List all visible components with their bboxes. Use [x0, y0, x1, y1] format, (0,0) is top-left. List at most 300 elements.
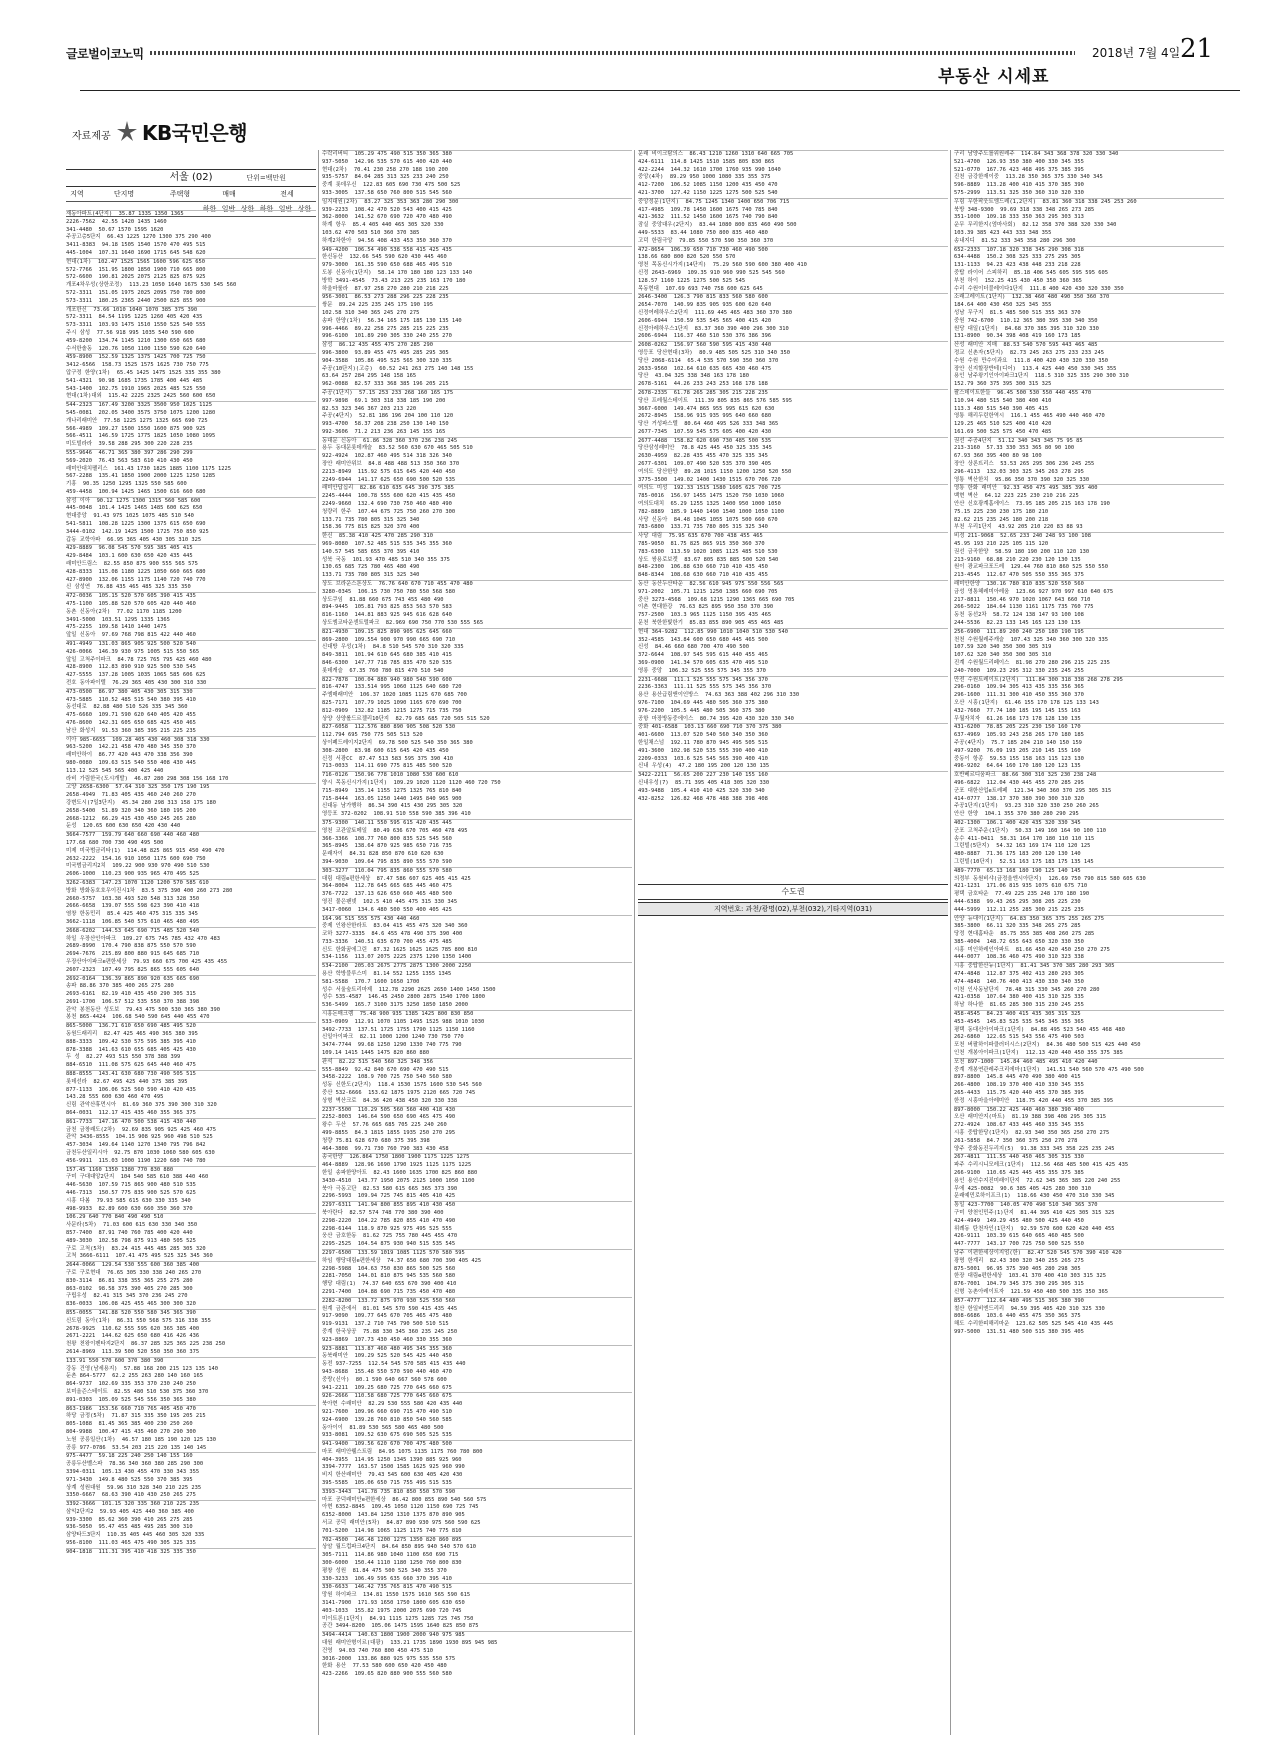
table-row: 중계 한국상공 75.88 330 345 360 235 245 250: [322, 1328, 458, 1335]
table-row: 861-7733 147.16 470 500 538 415 430 440: [66, 1118, 316, 1127]
table-row: 동전 937-7255 112.54 545 570 585 415 435 440: [322, 1361, 466, 1368]
table-row: 철산 한일비엔드리리 94.59 395 405 420 310 325 330: [954, 1305, 1105, 1312]
section-title: 부동산 시세표: [938, 67, 1050, 87]
table-row: 코하 3277-3335 84.6 455 478 490 375 390 400: [322, 931, 463, 938]
table-row: 이촌 현대한강 76.63 825 895 950 350 370 390: [638, 604, 774, 611]
header-complex: 단지명: [113, 190, 135, 198]
kb-star-icon: [116, 120, 138, 142]
table-row: 3394-7777 163.57 1500 1585 1625 925 960 990: [322, 1464, 465, 1471]
table-row: 당산 43.04 325 338 348 163 178 180: [638, 373, 750, 380]
table-row: 2678-2335 61.78 265 285 305 215 228 235: [638, 389, 948, 398]
table-row: 362-8000 141.52 670 690 720 470 480 490: [322, 214, 452, 221]
table-row: 중동이 항종 59.53 155 158 163 115 123 130: [954, 755, 1084, 762]
table-row: 구미 구대대앙2단지 104 540 585 610 388 440 460: [66, 1174, 209, 1181]
table-row: 주공(1단지) 57.15 253 233 268 160 165 175: [322, 389, 632, 398]
table-row: 상도 브라운스톤상도 76.76 640 670 710 455 470 480: [322, 580, 632, 589]
table-row: 주공1단지(1단지) 93.23 310 320 330 250 260 265: [954, 803, 1099, 810]
table-row: 572-6600 190.81 2025 2075 2125 825 875 925: [66, 274, 206, 281]
table-row: 상도엠코타운센트럴파크 82.969 690 750 770 530 555 565: [322, 620, 484, 627]
table-row: 992-3606 71.2 213 236 263 145 155 165: [322, 428, 446, 435]
table-row: 북아 극동고단 82.53 580 615 665 365 373 390: [322, 1185, 458, 1192]
table-row: 783-6300 113.59 1020 1085 1125 485 510 530: [638, 548, 778, 555]
table-row: 366-3366 108.77 760 800 835 525 545 560: [322, 835, 452, 842]
header-rule: [80, 90, 1240, 91]
table-row: 923-8869 107.73 430 450 460 330 355 360: [322, 1336, 452, 1343]
table-row: 비지 한산래미안 79.43 545 600 630 405 420 430: [322, 1472, 463, 1479]
table-row: 용두 동대문롯데캐슬 83.52 560 630 670 465 505 510: [322, 445, 473, 452]
table-row: 937-5050 142.96 535 570 615 400 420 440: [322, 158, 452, 165]
table-row: 444-5999 112.11 255 285 300 215 225 235: [954, 906, 1084, 913]
table-row: 456-9911 115.03 1000 1190 1220 680 740 780: [66, 1157, 206, 1164]
table-row: 관악 3436-8555 104.15 908 925 960 498 510 525: [66, 1134, 213, 1141]
table-row: 마포 래미안웰스트림 84.95 1075 1135 1175 760 780 800: [322, 1448, 483, 1455]
table-row: 둔촌 864-5777 62.2 255 263 280 140 160 165: [66, 1373, 203, 1380]
table-row: 2298-6144 118.9 870 925 975 495 525 555: [322, 1225, 452, 1232]
table-row: 상형 벽산크로 84.36 420 438 450 320 330 338: [322, 1097, 458, 1104]
table-row: 운무 무리한지(엄마사회) 82.12 358 370 388 320 330 340: [954, 222, 1117, 229]
table-row: 장안 상론뜨리스 53.53 265 295 306 236 245 255: [954, 461, 1095, 468]
table-row: 395-5585 105.06 650 715 755 495 515 535: [322, 1480, 452, 1487]
table-row: 고척 3666-6111 107.41 475 495 525 325 345 360: [66, 1253, 213, 1260]
table-row: 2668-6202 144.53 645 690 715 485 520 540: [66, 927, 316, 936]
table-row: 신대방 우성(1차) 84.8 510 545 570 310 320 335: [322, 644, 464, 651]
metro-title: 수도권: [781, 887, 805, 896]
table-row: 2672-8945 158.96 915 935 995 640 660 680: [638, 413, 772, 420]
table-row: 894-9445 105.81 793 825 853 563 570 583: [322, 604, 452, 611]
table-row: 포천 897-1000 145.84 460 485 495 410 420 440: [954, 1058, 1224, 1067]
table-row: 2614-8969 113.39 500 520 550 350 360 375: [66, 1348, 200, 1355]
table-row: 63.64 257 284 295 148 158 165: [322, 373, 417, 380]
table-row: 2236-3363 111.11 525 555 575 345 356 370: [638, 684, 772, 691]
table-row: 이천 인사동남단지 78.48 315 330 345 260 270 280: [954, 986, 1100, 993]
table-row: 394-9030 109.64 795 835 890 555 570 590: [322, 858, 452, 865]
table-row: 474-4848 140.76 400 413 430 330 340 350: [954, 978, 1084, 985]
table-row: 그린빌(5단지) 54.32 163 169 174 110 120 125: [954, 843, 1091, 850]
table-row: 499-8855 84.3 1815 1855 1935 250 270 295: [322, 1130, 456, 1137]
table-row: 637-4969 105.93 243 258 265 170 180 185: [954, 732, 1084, 739]
table-row: 143.28 555 600 630 460 470 495: [66, 1094, 164, 1101]
table-row: 2632-2222 154.16 910 1050 1175 600 690 750: [66, 855, 206, 862]
table-row: 971-2002 105.71 1215 1250 1385 660 690 705: [638, 588, 778, 595]
table-row: 2298-5988 104.63 750 830 865 500 525 560: [322, 1265, 456, 1272]
table-row: 996-4466 89.22 258 275 285 215 225 235: [322, 325, 449, 332]
table-row: 715-8444 163.05 1250 1440 1495 840 965 900: [322, 795, 462, 802]
table-row: 2671-2221 144.62 625 650 680 416 426 436: [66, 1333, 200, 1340]
table-row: 3662-1118 106.85 540 575 610 465 480 495: [66, 918, 200, 925]
table-row: 566-4511 146.59 1725 1775 1825 1050 1080 1095: [66, 433, 216, 440]
table-row: 652-2333 107.18 320 338 345 290 308 318: [954, 246, 1224, 255]
price-column-2: [322, 150, 632, 1735]
table-row: 266-5022 184.64 1130 1161 1175 735 760 775: [954, 604, 1094, 611]
table-row: 376-7722 137.13 626 650 660 465 480 500: [322, 891, 452, 898]
table-row: 82.62 215 235 245 180 200 218: [954, 516, 1049, 523]
table-row: 956-3001 86.53 273 288 296 225 228 235: [322, 293, 632, 302]
table-row: 안산 신호광계홈에이스 73.95 185 205 215 163 178 190: [954, 501, 1110, 508]
table-row: 446-5630 107.59 715 865 900 480 510 535: [66, 1182, 196, 1189]
table-row: 2689-8990 170.4 790 838 875 550 570 590: [66, 943, 196, 950]
table-row: 광명 한계리 82.43 300 320 340 255 265 275: [954, 1257, 1084, 1264]
table-row: 신정아레하우스1단지 83.37 360 390 400 296 300 310: [638, 325, 789, 332]
table-row: 금성 영통헤레미아레움 123.66 927 970 997 610 640 675: [954, 588, 1114, 595]
table-row: 중산 3273-4568 109.68 1215 1290 1365 665 690 705: [638, 596, 795, 603]
table-row: 미제 미국범금리타(1) 114.48 825 865 915 450 490 470: [66, 847, 225, 854]
table-row: 963-5200 142.21 458 470 480 345 350 370: [66, 744, 196, 751]
table-row: 848-2300 106.88 630 660 710 410 435 450: [638, 564, 768, 571]
table-row: 543-1400 102.75 1910 1965 2025 485 525 550: [66, 385, 206, 392]
table-row: 110.94 480 515 540 380 400 410: [954, 397, 1052, 404]
table-row: 무월자치자 61.26 168 173 178 128 130 135: [954, 715, 1081, 722]
table-row: 2607-2323 107.49 795 825 865 555 605 640: [66, 966, 200, 973]
table-row: 신정여레하우스2단지 111.69 445 465 483 360 370 380: [638, 309, 792, 316]
table-row: 안산 한양 104.1 355 370 380 280 290 295: [954, 811, 1079, 818]
table-row: 596-8889 113.28 400 410 415 370 385 390: [954, 182, 1084, 189]
table-row: 453-4545 145.83 525 535 545 345 355 365: [954, 1018, 1084, 1025]
table-row: 3262-6383 147.23 1070 1120 1200 570 585 610: [66, 879, 316, 888]
table-row: 458-4545 84.23 400 415 435 305 315 325: [954, 1010, 1224, 1019]
table-row: 256-6900 111.89 200 240 250 180 190 195: [954, 628, 1224, 637]
table-row: 하계2차한아 94.56 408 433 453 350 360 370: [322, 237, 452, 244]
table-row: 473-0500 86.97 380 405 430 305 315 330: [66, 688, 316, 697]
table-row: 주공(4단지) 52.81 186 196 204 100 110 120: [322, 413, 454, 420]
table-row: 부천 우리1단지 43.92 205 210 220 83 88 93: [954, 524, 1083, 531]
sub-header: 상한: [297, 205, 312, 213]
table-row: 평택 동대신아이파크(1단지) 84.88 495 523 540 455 468 480: [954, 1026, 1125, 1033]
source-label: 자료제공: [72, 131, 111, 142]
table-row: 715-8949 135.14 1155 1275 1325 765 810 840: [322, 787, 462, 794]
table-row: 구로 고척(5차) 83.24 415 445 485 285 305 320: [66, 1245, 206, 1252]
table-row: 군포 고척주운(1단지) 50.33 149 160 164 90 100 110: [954, 827, 1107, 834]
table-row: 3393-3443 141.78 735 810 850 550 570 590: [322, 1488, 632, 1497]
table-row: 364-8004 112.78 645 665 685 445 460 475: [322, 883, 452, 890]
table-row: 주공고층5단지 66.43 1225 1270 1300 375 290 400: [66, 234, 211, 241]
table-row: 962-0088 82.57 333 368 385 196 205 215: [322, 381, 449, 388]
table-row: 당산 거성파스텔 80.64 460 495 526 333 348 365: [638, 421, 779, 428]
table-row: 980-0080 109.63 515 540 550 408 430 445: [66, 759, 196, 766]
table-row: 망원 하이파크 134.81 1550 1575 1610 565 590 615: [322, 1592, 471, 1599]
table-row: 진계 수원월드리페이스 81.98 270 280 296 215 225 235: [954, 660, 1110, 666]
table-row: 신정 서광CC 87.47 513 583 595 375 390 410: [322, 755, 454, 762]
table-row: 문래예민로하이프크(1) 118.66 430 450 470 310 330 345: [954, 1193, 1115, 1200]
table-row: 구로 구로현대 76.65 305 330 338 240 265 270: [66, 1269, 202, 1276]
table-row: 446-7313 150.57 775 835 900 525 570 625: [66, 1190, 196, 1197]
column-divider: [634, 150, 635, 1735]
table-row: 113.3 480 515 540 390 405 415: [954, 405, 1049, 412]
table-row: 현대(1차) 102.47 1525 1565 1600 596 625 650: [66, 258, 316, 267]
table-row: 2226-7562 42.55 1420 1435 1460: [66, 218, 167, 225]
table-row: 위례동 탄천자인(1단지) 92.59 570 600 620 420 440 455: [954, 1225, 1115, 1232]
table-row: 2644-0066 129.54 530 555 600 360 385 400: [66, 1261, 316, 1270]
table-row: 330-3233 106.49 595 635 660 370 395 410: [322, 1575, 452, 1582]
table-row: 421-3700 127.42 1150 1225 1275 500 525 540: [638, 189, 778, 196]
table-row: 428-8900 112.83 890 910 925 500 530 545: [66, 664, 196, 671]
header-size: 주택형: [169, 190, 191, 198]
table-row: 3474-7744 99.68 1250 1290 1330 740 775 790: [322, 1042, 462, 1049]
table-row: 567-2288 135.41 1850 1900 2000 1225 1250 1285: [66, 473, 216, 480]
table-row: 112.794 695 750 775 505 513 520: [322, 732, 423, 739]
table-row: 현대(1차)대외 115.42 2225 2325 2425 560 600 650: [66, 393, 216, 400]
table-row: 비정 211-9068 52.65 233 240 248 93 100 108: [954, 532, 1224, 541]
table-row: 875-5001 96.95 375 390 405 280 298 305: [954, 1265, 1081, 1272]
table-row: 943-8688 155.48 550 570 590 440 460 470: [322, 1368, 452, 1375]
table-row: 성수 서울숲트리마제 112.78 2290 2625 2650 1400 1450 1500: [322, 986, 496, 993]
table-row: 296-1600 111.31 300 410 450 355 360 370: [954, 692, 1084, 699]
table-row: 건영 94.03 740 760 800 450 475 510: [322, 1647, 434, 1654]
table-row: 중원 742-6700 110.12 365 380 395 330 340 350: [954, 317, 1098, 324]
table-row: 857-7400 87.91 740 760 785 400 420 440: [66, 1230, 193, 1236]
table-row: 당산삼성래미안 78.8 425 445 450 325 335 345: [638, 445, 772, 452]
table-row: 816-1160 144.81 883 925 945 616 628 640: [322, 612, 452, 619]
table-row: 402-1300 106.1 400 420 435 320 330 345: [954, 819, 1224, 828]
table-row: 롯데캐슬 67.35 760 780 815 470 510 540: [322, 667, 444, 674]
table-row: 429-8484 103.1 600 630 650 420 435 445: [66, 553, 193, 560]
table-row: 521-0770 167.76 423 468 495 375 385 395: [954, 166, 1084, 173]
table-row: 6352-8000 143.84 1250 1310 1375 870 890 905: [322, 1512, 465, 1519]
table-row: 3664-7577 159.79 640 660 690 440 460 480: [66, 831, 316, 840]
table-row: 해도 수리한피해리마운 123.62 505 525 545 410 435 445: [954, 1321, 1114, 1328]
table-row: 남산 화성지 91.53 360 385 395 215 225 235: [66, 727, 196, 734]
table-row: 863-0102 98.58 375 390 405 270 285 300: [66, 1285, 193, 1292]
header-dotted-rule: [150, 51, 1075, 55]
table-row: 용인 남주왕기인아이파크1단지 118.5 310 325 335 290 300 310: [954, 373, 1129, 380]
table-row: 428-8333 115.08 1180 1225 1050 660 665 680: [66, 568, 206, 575]
table-row: 삼성 86.12 435 455 475 270 285 290: [322, 341, 632, 350]
table-row: 3444-0102 142.19 1425 1500 1725 750 850 925: [66, 528, 209, 535]
table-row: 상암 월드컵파크4단지 84.64 850 895 940 540 570 610: [322, 1544, 476, 1551]
table-row: 2281-7050 144.01 810 875 945 535 560 580: [322, 1273, 456, 1280]
table-row: 427-5555 137.28 1005 1035 1065 585 606 625: [66, 672, 206, 679]
table-row: 401-6600 113.07 520 540 560 340 350 360: [638, 732, 768, 739]
table-row: 109.14 1415 1445 1475 820 860 880: [322, 1050, 430, 1057]
table-row: 송파 한양(1차) 56.34 165 175 185 130 135 140: [322, 317, 462, 324]
table-row: 421-0358 107.64 380 400 415 310 325 335: [954, 994, 1084, 1001]
table-row: 공릉 977-0786 53.54 203 215 220 135 140 145: [66, 1444, 207, 1451]
table-row: 864-0031 112.17 415 435 460 355 365 375: [66, 1110, 196, 1117]
table-row: 주시 삼성 77.56 918 995 1035 540 590 600: [66, 329, 194, 336]
table-row: 개나리래미안 77.58 1225 1275 1325 665 690 725: [66, 417, 208, 424]
table-row: 569-2020 76.43 563 583 610 410 430 450: [66, 457, 193, 464]
table-row: 수리 수원이더블레이다1단지 111.8 400 420 430 320 330 350: [954, 285, 1124, 292]
table-row: 444-6388 99.43 265 295 308 205 225 230: [954, 898, 1081, 905]
table-row: 491-4949 131.03 865 905 925 500 520 540: [66, 640, 316, 649]
table-row: 103.39 385 423 443 333 348 355: [954, 229, 1052, 236]
table-row: 정교 신촌자(5단지) 82.73 245 263 275 233 233 245: [954, 349, 1105, 356]
table-row: 2691-1700 106.57 512 535 550 370 388 398: [66, 998, 200, 1005]
table-row: 권선 금곡한양 58.59 180 190 200 110 120 130: [954, 548, 1090, 555]
issue-date: 2018년 7월 4일: [1092, 46, 1181, 60]
table-row: 827-6058 112.576 880 890 905 508 520 530: [322, 723, 632, 732]
table-row: 이아 985-6655 109.28 405 430 460 308 318 330: [66, 736, 316, 745]
table-row: 관악 봉천동산 성도보 79.43 475 500 530 365 380 390: [66, 1006, 220, 1013]
table-row: 공간 3494-8200 105.06 1475 1595 1640 825 850 875: [322, 1623, 479, 1630]
table-row: 하당 금정(5차) 71.87 315 335 350 195 205 215: [66, 1413, 206, 1420]
table-row: 현대중앙 91.43 975 1025 1075 485 510 540: [66, 513, 194, 520]
table-row: 476-8600 142.31 605 650 685 425 450 465: [66, 720, 196, 726]
table-row: 426-9111 103.39 615 640 665 460 485 500: [954, 1233, 1084, 1240]
table-row: 3394-0311 105.13 430 455 470 330 343 355: [66, 1468, 200, 1475]
table-row: 2237-5500 110.29 505 560 560 400 418 430: [322, 1106, 632, 1115]
table-row: 하계 항우 85.4 405 440 465 305 320 330: [322, 222, 444, 229]
table-row: 541-4321 90.98 1685 1735 1785 400 445 485: [66, 377, 203, 384]
table-row: 소래그레이트(1단지) 132.38 460 480 490 350 360 370: [954, 293, 1224, 302]
table-row: 북방 348-9300 99.69 318 338 348 265 273 285: [954, 206, 1095, 213]
table-row: 2231-6688 111.1 525 555 575 345 356 370: [638, 676, 948, 685]
table-row: 733-3336 140.51 635 670 700 455 475 485: [322, 938, 452, 945]
table-row: 489-3030 102.58 798 875 913 480 505 525: [66, 1237, 196, 1244]
table-row: 575-2999 113.51 325 350 360 310 320 330: [954, 189, 1084, 196]
table-row: 213-9160 68.88 210 220 230 120 130 135: [954, 556, 1081, 563]
table-row: 사당 신동아 84.48 1045 1055 1075 500 660 670: [638, 516, 778, 523]
table-row: 권선 주공4단지 51.12 340 343 345 75 95 85: [954, 437, 1224, 446]
table-row: 67.93 360 395 400 80 98 100: [954, 453, 1042, 460]
table-row: 133.71 735 780 805 315 325 340: [322, 572, 420, 579]
table-row: 412-7200 106.52 1085 1150 1200 435 450 470: [638, 182, 778, 189]
column-divider: [950, 150, 951, 1735]
seoul-table-header: [66, 169, 316, 213]
table-row: 개포4차우성(상한조정) 113.23 1050 1640 1675 530 545 560: [66, 282, 237, 289]
table-row: 2297-6311 141.94 800 855 895 410 430 450: [322, 1201, 632, 1210]
table-row: 양시 목동신시가지(1단지) 109.29 1020 1120 1120 460 720 750: [322, 779, 501, 786]
table-row: 473-5885 110.52 485 515 540 380 395 410: [66, 696, 196, 703]
table-row: 신대동 남가행하 86.34 390 415 430 295 305 320: [322, 803, 463, 810]
table-row: 445-1004 107.31 1640 1690 1715 645 548 620: [66, 249, 206, 256]
table-row: 상도 쌍용로보켓 83.67 805 835 885 500 520 540: [638, 556, 779, 563]
price-column-4: [954, 150, 1224, 1735]
table-row: 중산 532-6666 153.62 1875 1975 2120 665 720 745: [322, 1090, 476, 1097]
table-row: 통일 423-7700 140.05 470 490 510 340 365 370: [954, 1201, 1224, 1210]
table-row: 앞일 신동아 97.69 768 798 815 422 440 460: [66, 632, 196, 639]
price-rows-3: [638, 150, 948, 803]
table-row: 장안 신지할장반테(디어) 113.4 425 440 450 330 345 355: [954, 365, 1117, 372]
unit-note: 단위=백만원: [246, 174, 286, 182]
table-row: 영통 벽산한치 95.86 350 370 390 320 325 330: [954, 476, 1090, 483]
table-row: 우림 무한팍웃트엠드레(1,2단지) 83.81 360 318 338 245 253 260: [954, 198, 1224, 207]
table-row: 신 삼성연 76.88 435 465 485 325 335 350: [66, 584, 191, 591]
table-row: 917-9090 109.77 645 670 705 465 475 480: [322, 1313, 452, 1320]
table-row: 352-4585 143.84 600 650 680 445 465 500: [638, 636, 768, 643]
table-row: 래미안대치팰리스 161.43 1730 1825 1885 1100 1175 1225: [66, 465, 231, 472]
table-row: 2677-7345 107.59 545 575 605 400 420 430: [638, 428, 772, 435]
table-row: 2633-9560 102.64 610 635 665 430 460 475: [638, 365, 772, 372]
table-row: 동촌 신동아(2차) 77.02 1170 1185 1200: [66, 608, 182, 615]
table-row: 신형 농촌아레이트자 121.59 450 480 500 335 350 365: [954, 1288, 1108, 1295]
table-row: 330-6633 146.42 735 765 815 470 490 515: [322, 1583, 632, 1592]
table-row: 541-5811 108.28 1225 1300 1375 615 650 690: [66, 521, 206, 528]
table-row: 청량 75.81 628 670 680 375 395 398: [322, 1137, 430, 1144]
table-row: 782-8889 185.9 1440 1490 1540 1000 1050 1100: [638, 508, 785, 515]
table-row: 하울마룰라 87.97 258 270 280 210 218 225: [322, 285, 449, 292]
table-row: 572-3311 84.54 1195 1225 1260 405 420 435: [66, 314, 203, 321]
table-row: 2694-7676 215.89 800 880 915 645 685 710: [66, 951, 200, 958]
table-row: 2297-6500 133.59 1019 1085 1125 570 580 595: [322, 1249, 632, 1258]
table-row: 송수 411-0411 58.31 164 170 180 110 110 115: [954, 835, 1095, 842]
table-row: 131-1133 94.23 423 438 448 233 218 228: [954, 262, 1081, 269]
table-row: 2606-1000 110.23 900 935 965 470 495 525: [66, 871, 200, 878]
table-row: 현대(2차) 70.41 230 258 270 188 190 200: [322, 166, 448, 173]
table-row: 138.66 680 800 820 520 550 570: [638, 254, 736, 261]
table-row: 목동현대 107.69 693 740 758 600 625 645: [638, 285, 763, 292]
table-row: 3667-6000 149.474 865 955 995 615 620 630: [638, 405, 775, 412]
table-row: 래미안하이 86.77 420 443 470 338 356 390: [66, 752, 193, 759]
table-row: 3411-8383 94.18 1505 1540 1570 470 495 515: [66, 242, 206, 249]
table-row: 979-3000 161.35 590 650 688 465 495 510: [322, 262, 452, 269]
table-row: 라비 가림한국(도시개발) 46.87 280 298 308 156 168 170: [66, 775, 229, 782]
table-row: 3141-7900 171.93 1650 1750 1800 605 630 650: [322, 1600, 465, 1607]
table-row: 영천 코관알토메일 80.49 636 670 705 460 478 495: [322, 827, 468, 834]
table-row: 상이폐드레이지2단지 69.78 500 525 540 350 365 380: [322, 739, 473, 746]
table-row: 266-9100 110.65 425 445 455 355 375 385: [954, 1170, 1084, 1176]
table-row: 주공(4단지) 75.7 185 204 210 140 150 159: [954, 739, 1082, 746]
table-row: 한장 대림e편한세상 103.41 370 400 410 303 315 325: [954, 1273, 1107, 1280]
table-row: 935-5757 84.04 285 313 325 233 240 250: [322, 174, 449, 181]
table-row: 무에 425-0082 90.6 385 405 425 280 300 310: [954, 1185, 1091, 1192]
table-row: 영천 목동신시가지(14단지) 75.29 560 590 600 380 400 410: [638, 262, 807, 269]
sub-header: 상한: [240, 205, 255, 213]
table-row: 830-3114 86.81 338 355 365 255 275 280: [66, 1277, 193, 1284]
table-row: 서교 공덕 래미안(5차) 84.87 890 930 975 560 590 625: [322, 1520, 481, 1527]
table-row: 757-2500 103.3 965 1125 1150 395 435 465: [638, 612, 772, 619]
table-row: 평창 성원 81.84 475 500 525 340 355 370: [322, 1567, 447, 1574]
table-row: 878-3388 141.63 610 655 685 405 425 430: [66, 1046, 196, 1053]
table-row: 동아이이 81.89 530 565 580 465 480 500: [322, 1424, 444, 1431]
table-row: 836-0033 106.08 425 455 465 300 300 320: [66, 1301, 196, 1308]
table-row: 봉천 865-4424 106.68 540 590 645 440 455 470: [66, 1014, 210, 1021]
table-row: 2245-4444 100.78 555 600 620 415 435 450: [322, 493, 456, 500]
table-row: 533-0909 112.91 1070 1105 1495 1525 988 1010 1030: [322, 1018, 485, 1025]
table-row: 압구정 한양(1차) 65.45 1425 1475 1525 335 355 380: [66, 369, 221, 376]
table-row: 3392-3666 101.15 320 335 360 210 225 235: [66, 1500, 316, 1509]
table-row: 133.91 550 570 600 370 380 390: [66, 1357, 316, 1366]
table-row: 영롱 중앙 106.32 525 555 575 345 355 370: [638, 667, 766, 674]
table-row: 한정 시흥마을아레미안 118.75 420 440 455 370 385 395: [954, 1097, 1114, 1104]
table-row: 신일아이파크 82.11 1000 1200 1240 730 750 770: [322, 1034, 464, 1041]
table-row: 한화 용산 77.53 580 600 650 420 450 480: [322, 1663, 447, 1670]
table-row: 중화 401-6588 103.13 660 690 710 370 375 380: [638, 723, 948, 732]
table-row: 쌍문 89.24 225 235 245 175 190 195: [322, 302, 434, 309]
table-row: 사문라(5차) 71.03 600 615 630 330 340 350: [66, 1222, 198, 1229]
table-row: 북아현 수래미안 82.29 530 555 580 420 435 440: [322, 1401, 463, 1408]
table-row: 464-3808 99.71 730 760 790 383 430 458: [322, 1145, 449, 1152]
table-row: 572-7766 151.95 1800 1850 1900 710 665 800: [66, 266, 206, 273]
table-row: 997-9898 69.1 303 318 338 185 190 200: [322, 397, 446, 404]
table-row: 272-4924 108.67 433 445 460 335 345 355: [954, 1122, 1084, 1129]
table-row: 2252-8003 146.64 590 650 690 465 475 490: [322, 1114, 456, 1121]
table-row: 공릉두산벨스파 78.36 340 360 380 285 290 300: [66, 1461, 204, 1468]
table-row: 475-1100 105.88 520 570 605 420 440 460: [66, 601, 196, 608]
table-row: 잠실 중앙대우(2단지) 83.44 1080 800 835 460 490 500: [638, 222, 797, 229]
table-row: 131-8900 90.34 398 408 419 160 173 185: [954, 333, 1081, 340]
bank-name: [142, 117, 247, 146]
table-row: 한신동산 132.66 545 590 620 430 445 460: [322, 254, 447, 261]
price-rows-1: [66, 210, 316, 1557]
table-row: 영등포 372-0202 108.91 510 558 590 385 396 410: [322, 811, 471, 818]
table-row: 성북 국동 101.93 470 485 510 340 355 375: [322, 556, 450, 563]
table-row: 신성 84.46 660 680 700 470 490 500: [638, 644, 750, 651]
table-row: 여의도대치 65.29 1255 1325 1400 950 1000 1050: [638, 501, 781, 508]
table-row: 474-4848 112.87 375 402 413 280 293 305: [954, 971, 1084, 978]
table-row: 하일 우장산인아파크 109.27 675 745 785 432 470 483: [66, 935, 220, 942]
table-row: 536-5499 165.7 3100 3175 3250 1850 1850 2000: [322, 1002, 469, 1009]
table-row: 472-0036 105.15 520 570 605 390 415 435: [66, 592, 316, 601]
table-row: 472-8654 106.39 650 710 730 460 490 500: [638, 246, 948, 255]
table-row: 방화 방화동호호우이진시1차 83.5 375 390 400 260 273 280: [66, 887, 233, 894]
table-row: 공항 마장방동중에이스 80.74 395 420 430 320 330 340: [638, 715, 794, 722]
table-row: 45.95 193 210 225 105 115 120: [954, 541, 1049, 548]
table-row: 213-3160 57.33 330 353 365 80 90 100: [954, 445, 1075, 452]
table-row: 480-8887 71.36 175 183 200 120 130 140: [954, 851, 1081, 858]
table-row: 2209-0333 103.6 525 545 565 390 400 410: [638, 755, 768, 762]
table-row: 2295-2525 104.54 875 930 940 515 535 545: [322, 1241, 456, 1248]
table-row: 922-4924 102.87 460 495 514 318 326 340: [322, 453, 452, 460]
